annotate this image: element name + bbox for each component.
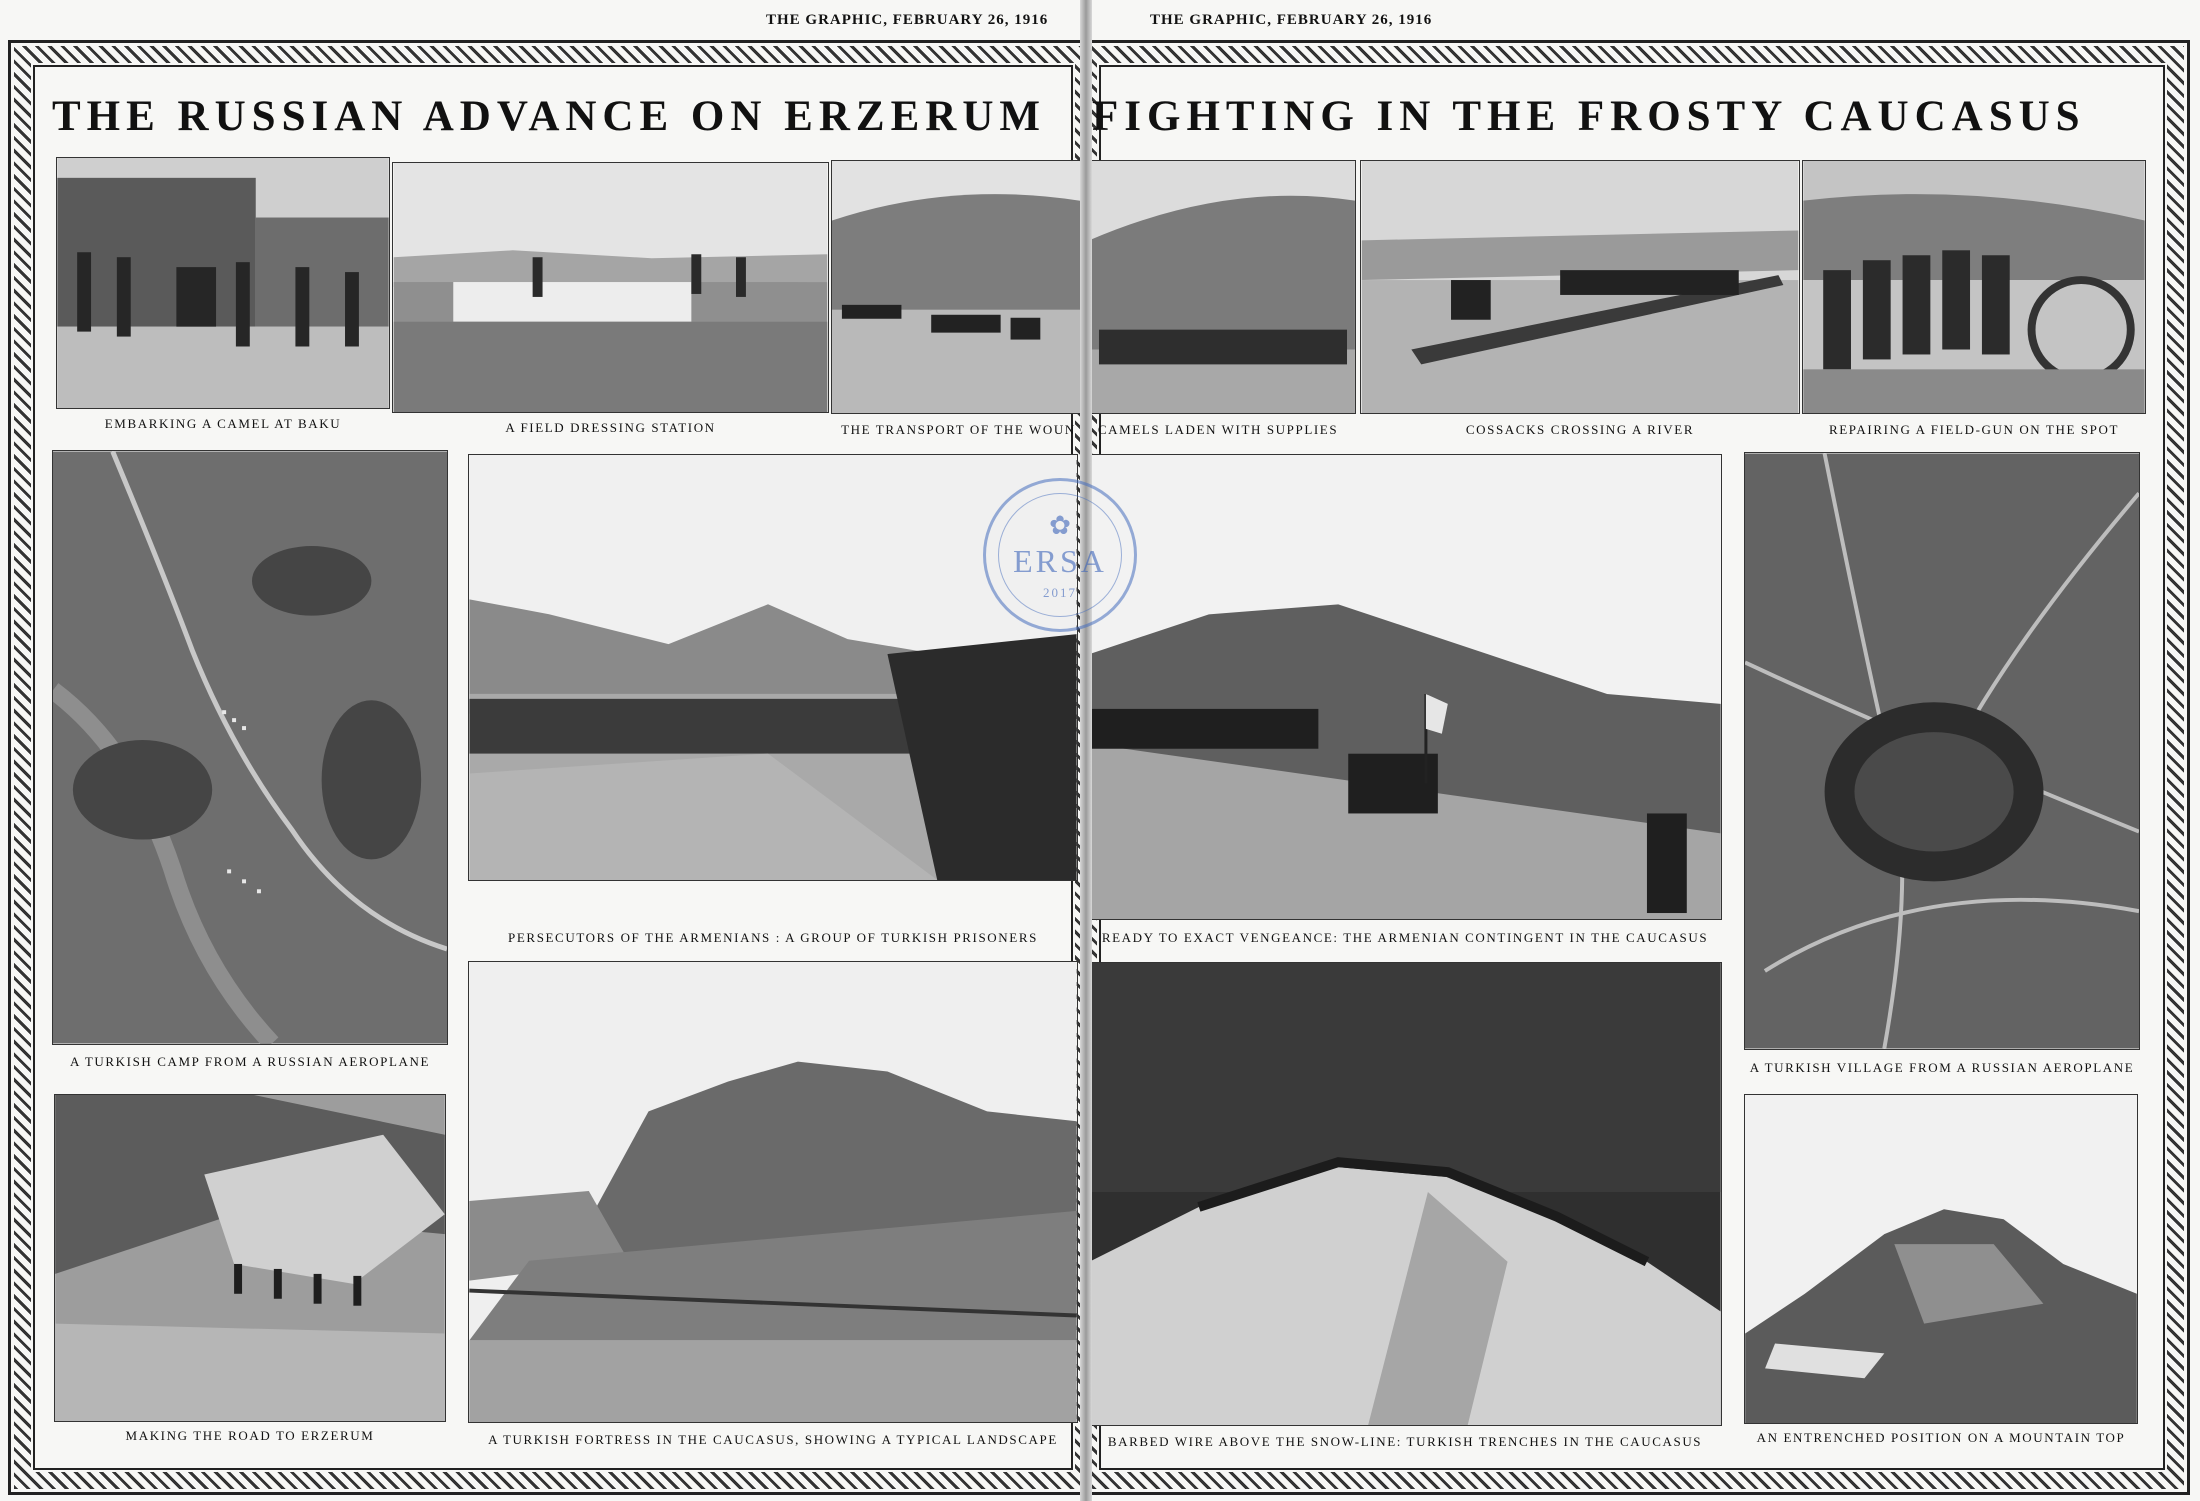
left-page [0,0,1086,1501]
caption-turkish-fortress: A TURKISH FORTRESS IN THE CAUCASUS, SHOWING A TYPICAL LANDSCAPE [488,1432,1058,1447]
photo-repairing-field-gun [1802,160,2146,414]
flower-icon: ✿ [1049,511,1071,540]
stamp-year: 2017 [1043,585,1077,600]
caption-turkish-prisoners: PERSECUTORS OF THE ARMENIANS : A GROUP OF TURKISH PRISONERS [508,930,1038,945]
caption-turkish-camp: A TURKISH CAMP FROM A RUSSIAN AEROPLANE [69,1054,431,1069]
photo-entrenched-mountain-top [1744,1094,2138,1424]
photo-dressing-station [392,162,829,413]
page-gutter [1080,0,1092,1501]
headline-left: THE RUSSIAN ADVANCE ON ERZERUM [52,93,1046,140]
caption-armenian-contingent: READY TO EXACT VENGEANCE: THE ARMENIAN CONTINGENT IN THE CAUCASUS [1101,930,1709,945]
photo-road-erzerum [54,1094,446,1422]
caption-dressing-station: A FIELD DRESSING STATION [505,420,716,435]
photo-camel-baku [56,157,390,409]
photo-turkish-camp-aerial [52,450,448,1045]
stamp-name: ERSA [1013,543,1107,579]
caption-camel-baku: EMBARKING A CAMEL AT BAKU [104,416,342,431]
caption-barbed-wire: BARBED WIRE ABOVE THE SNOW-LINE: TURKISH TRENCHES IN THE CAUCASUS [1107,1434,1703,1449]
right-page [1086,0,2200,1501]
library-stamp [983,478,1137,632]
caption-camels-supplies: CAMELS LADEN WITH SUPPLIES [1097,422,1339,437]
caption-repairing-field-gun: REPAIRING A FIELD-GUN ON THE SPOT [1828,422,2120,437]
caption-cossacks-river: COSSACKS CROSSING A RIVER [1465,422,1695,437]
caption-entrenched-position: AN ENTRENCHED POSITION ON A MOUNTAIN TOP [1756,1430,2126,1445]
caption-turkish-village: A TURKISH VILLAGE FROM A RUSSIAN AEROPLANE [1749,1060,2135,1075]
photo-transport-wounded [831,160,1081,414]
running-head-left: THE GRAPHIC, FEBRUARY 26, 1916 [766,12,1049,28]
running-head-right: THE GRAPHIC, FEBRUARY 26, 1916 [1150,12,1433,28]
headline-right: FIGHTING IN THE FROSTY CAUCASUS [1092,93,2086,140]
caption-road-erzerum: MAKING THE ROAD TO ERZERUM [125,1428,375,1443]
photo-turkish-fortress [468,961,1078,1423]
photo-camels-supplies [1088,160,1356,414]
caption-transport-wounded: THE TRANSPORT OF THE WOUN [841,422,1076,437]
photo-turkish-village-aerial [1744,452,2140,1050]
photo-cossacks-river [1360,160,1800,414]
photo-barbed-wire-snow-line [1088,962,1722,1426]
photo-armenian-contingent [1088,454,1722,920]
